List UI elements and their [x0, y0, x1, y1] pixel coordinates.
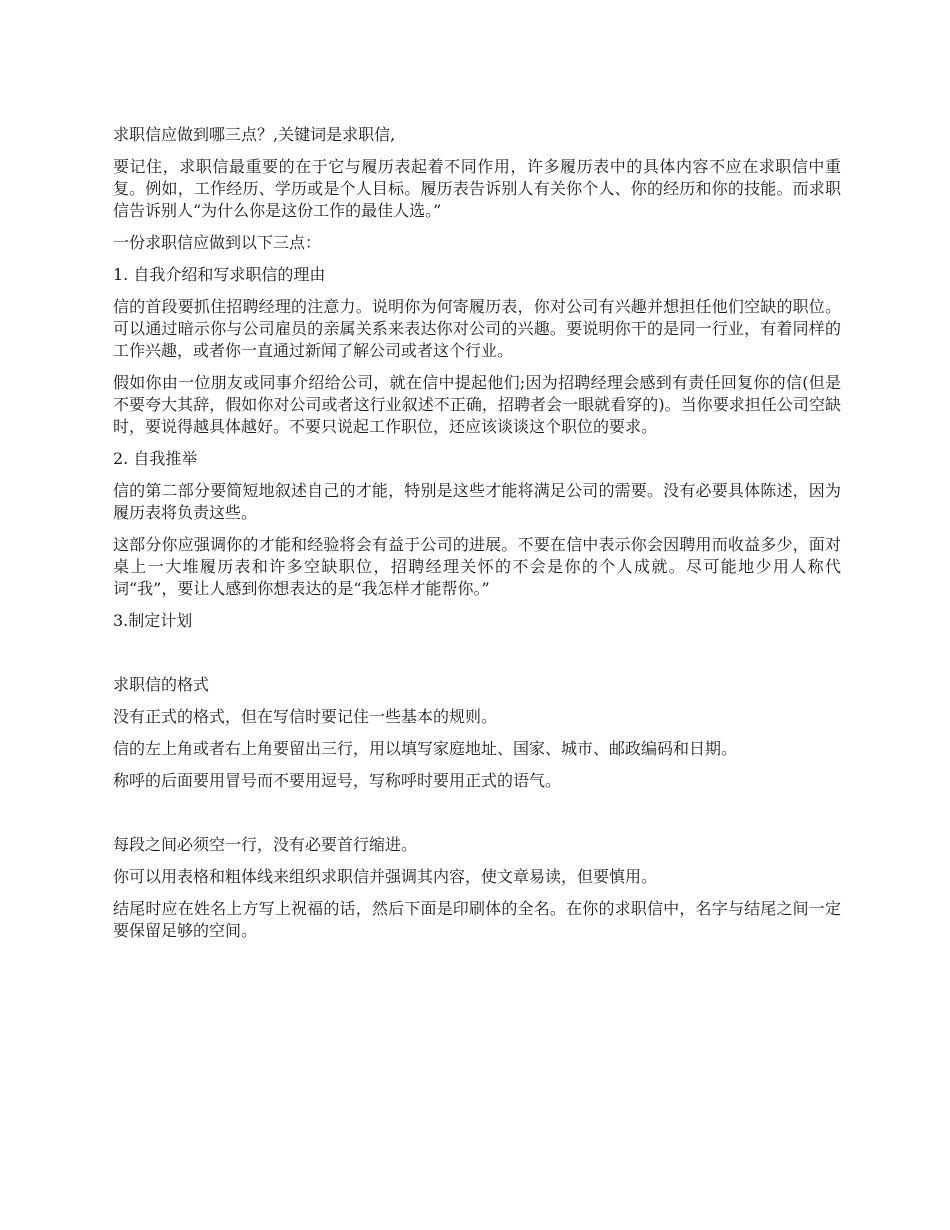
- point2-heading: 2. 自我推举: [113, 449, 198, 468]
- point2-paragraph-2: 这部分你应强调你的才能和经验将会有益于公司的进展。不要在信中表示你会因聘用而收益多少，面对桌上一大堆履历表和许多空缺职位，招聘经理关怀的不会是你的个人成就。尽可能地少用人称代词“我”，要让人感到你想表达的是“我怎样才能帮你。”: [113, 535, 841, 598]
- format-paragraph-5: 你可以用表格和粗体线来组织求职信并强调其内容，使文章易读，但要慎用。: [113, 867, 658, 886]
- format-paragraph-4: 每段之间必须空一行，没有必要首行缩进。: [113, 835, 418, 854]
- three-points-intro: 一份求职信应做到以下三点：: [113, 233, 322, 252]
- format-paragraph-2: 信的左上角或者右上角要留出三行，用以填写家庭地址、国家、城市、邮政编码和日期。: [113, 739, 738, 758]
- point1-heading: 1. 自我介绍和写求职信的理由: [113, 265, 326, 284]
- format-paragraph-6: 结尾时应在姓名上方写上祝福的话，然后下面是印刷体的全名。在你的求职信中，名字与结尾之间一定要保留足够的空间。: [113, 899, 841, 940]
- document-title-line: 求职信应做到哪三点？,关键词是求职信,: [113, 125, 396, 144]
- blank-gap: [113, 802, 841, 834]
- blank-gap: [113, 642, 841, 674]
- intro-paragraph: 要记住，求职信最重要的在于它与履历表起着不同作用，许多履历表中的具体内容不应在求职信中重复。例如，工作经历、学历或是个人目标。履历表告诉别人有关你个人、你的经历和你的技能。而求职信告诉别人“为什么你是这份工作的最佳人选。”: [113, 157, 841, 220]
- point1-paragraph-1: 信的首段要抓住招聘经理的注意力。说明你为何寄履历表，你对公司有兴趣并想担任他们空缺的职位。可以通过暗示你与公司雇员的亲属关系来表达你对公司的兴趣。要说明你干的是同一行业，有着同样的工作兴趣，或者你一直通过新闻了解公司或者这个行业。: [113, 297, 841, 360]
- point1-paragraph-2: 假如你由一位朋友或同事介绍给公司，就在信中提起他们;因为招聘经理会感到有责任回复你的信(但是不要夸大其辞，假如你对公司或者这行业叙述不正确，招聘者会一眼就看穿的)。当你要求担任公司空缺时，要说得越具体越好。不要只说起工作职位，还应该谈谈这个职位的要求。: [113, 373, 841, 436]
- document-body: [113, 124, 841, 952]
- format-heading: 求职信的格式: [113, 675, 210, 694]
- format-paragraph-3: 称呼的后面要用冒号而不要用逗号，写称呼时要用正式的语气。: [113, 771, 562, 790]
- point2-paragraph-1: 信的第二部分要简短地叙述自己的才能，特别是这些才能将满足公司的需要。没有必要具体陈述，因为履历表将负责这些。: [113, 481, 841, 522]
- point3-heading: 3.制定计划: [113, 611, 193, 630]
- format-paragraph-1: 没有正式的格式，但在写信时要记住一些基本的规则。: [113, 707, 498, 726]
